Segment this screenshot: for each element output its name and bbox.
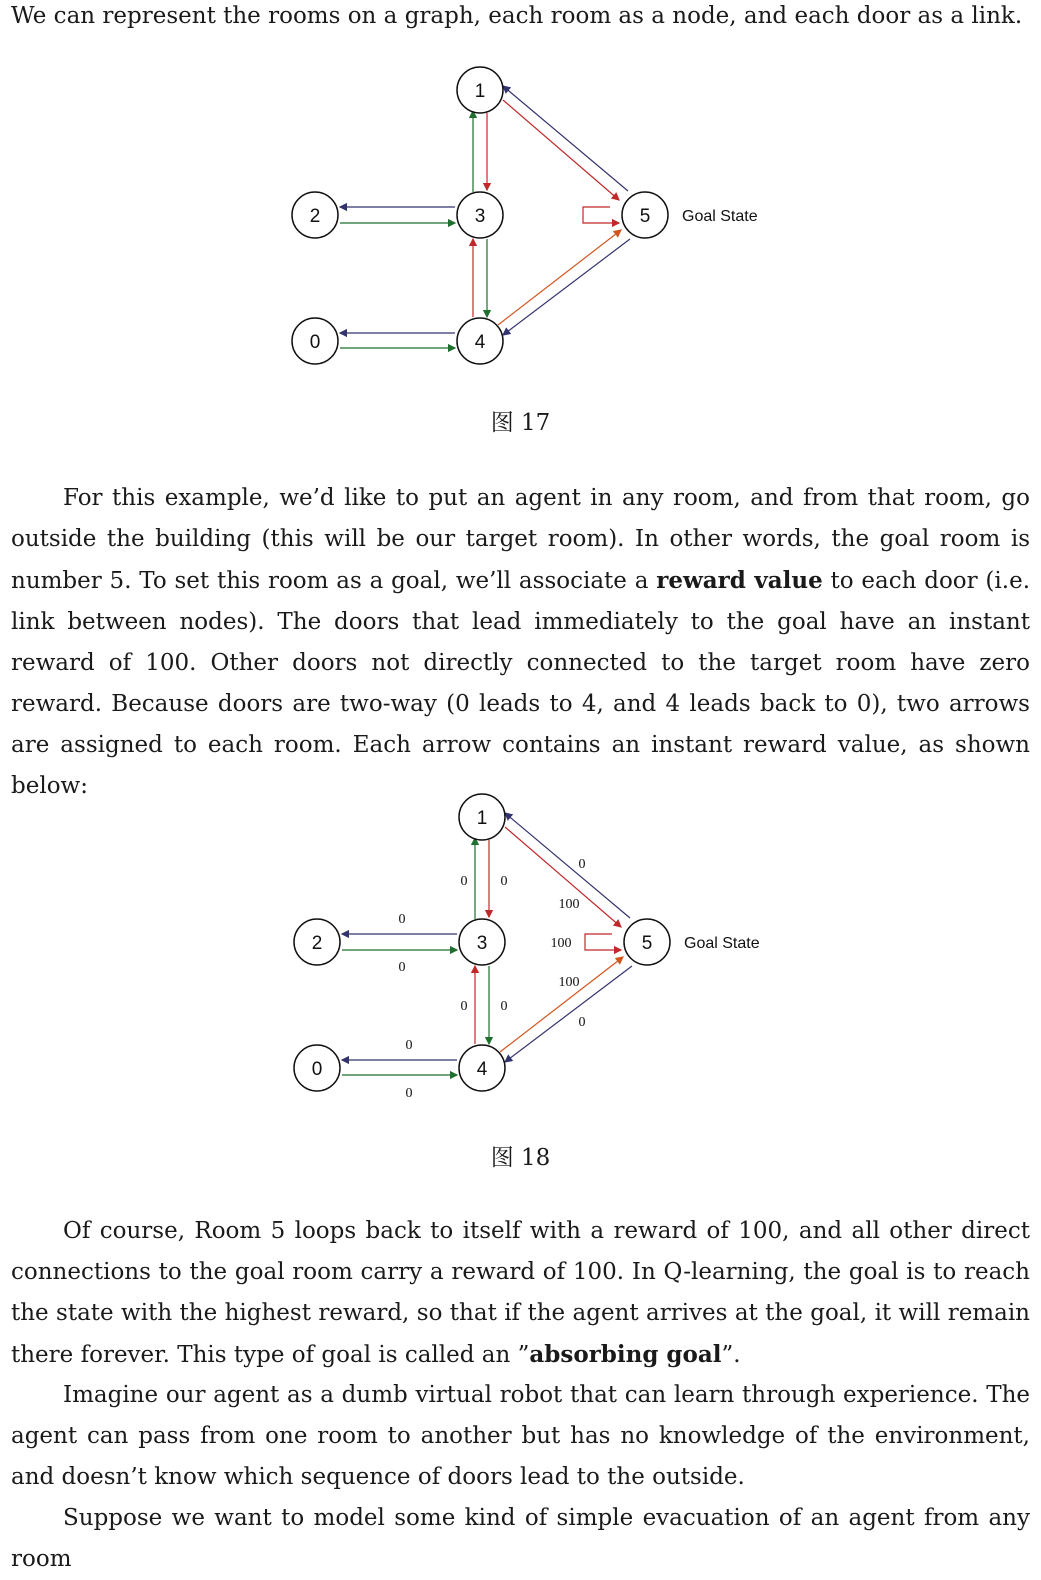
node-1-label: 1 (474, 81, 486, 102)
node-3-label: 3 (476, 933, 488, 954)
node-2-label: 2 (311, 933, 323, 954)
self-loop-5 (585, 934, 621, 950)
edge-label-4-5: 100 (558, 975, 580, 990)
paragraph-reward-explanation: For this example, we’d like to put an agent in any room, and from that room, go outside the building (this will be our target room). In other words, the goal room is number 5. To set this room as a goal, we’ll associate a reward value to each door (i.e. link between nodes). The doors that lead immediately to the goal have an instant reward of 100. Other doors not directly connected to the target room have zero reward. Because doors are two-way (0 leads to 4, and 4 leads back to 0), two arrows are assigned to each room. Each arrow contains an instant reward value, as shown below: (11, 485, 1030, 799)
edge-label-2-3: 0 (398, 960, 406, 975)
node-5-label: 5 (639, 206, 651, 227)
edge-label-3-4: 0 (500, 999, 508, 1014)
paragraph-absorbing-goal: Of course, Room 5 loops back to itself with a reward of 100, and all other direct connections to the goal room carry a reward of 100. In Q-learning, the goal is to reach the state with the highest reward, so that if the agent arrives at the goal, it will remain there forever. This type of goal is called an ”absorbing goal”. (11, 1218, 1030, 1368)
edge-label-5-4: 0 (578, 1015, 586, 1030)
figure-18-caption: 图 18 (490, 1145, 551, 1171)
node-3-label: 3 (474, 206, 486, 227)
node-4-label: 4 (476, 1059, 488, 1080)
node-1-label: 1 (476, 808, 488, 829)
edge-5-1 (503, 86, 628, 191)
edge-label-0-4: 0 (405, 1086, 413, 1101)
edge-label-3-1: 0 (460, 874, 468, 889)
edge-4-5 (498, 230, 621, 325)
bold-reward-value: reward value (656, 567, 823, 594)
goal-state-label: Goal State (682, 208, 758, 225)
node-5-label: 5 (641, 933, 653, 954)
edge-label-1-3: 0 (500, 874, 508, 889)
edge-1-5 (503, 100, 619, 200)
edge-1-5 (505, 827, 621, 927)
self-loop-5 (583, 207, 619, 223)
intro-paragraph: We can represent the rooms on a graph, each room as a node, and each door as a link. (11, 3, 1023, 29)
node-2-label: 2 (309, 206, 321, 227)
edge-label-1-5: 100 (558, 897, 580, 912)
figure-17-caption: 图 17 (490, 410, 551, 436)
node-0-label: 0 (309, 332, 321, 353)
edge-label-4-0: 0 (405, 1038, 413, 1053)
goal-state-label: Goal State (684, 935, 760, 952)
figure-17-graph (0, 60, 1041, 380)
edge-label-5-5: 100 (550, 936, 572, 951)
figure-18-graph (0, 785, 1041, 1105)
paragraph-evacuation: Suppose we want to model some kind of simple evacuation of an agent from any room (11, 1505, 1030, 1572)
node-0-label: 0 (311, 1059, 323, 1080)
edge-4-5 (500, 957, 623, 1052)
node-4-label: 4 (474, 332, 486, 353)
edge-label-4-3: 0 (460, 999, 468, 1014)
edge-label-5-1: 0 (578, 857, 586, 872)
edge-label-3-2: 0 (398, 912, 406, 927)
paragraph-agent-robot: Imagine our agent as a dumb virtual robot that can learn through experience. The agent can pass from one room to another but has no knowledge of the environment, and doesn’t know which sequence of doors lead to the outside. (11, 1382, 1030, 1490)
edge-5-4 (503, 239, 630, 335)
bold-absorbing-goal: absorbing goal (529, 1341, 722, 1368)
